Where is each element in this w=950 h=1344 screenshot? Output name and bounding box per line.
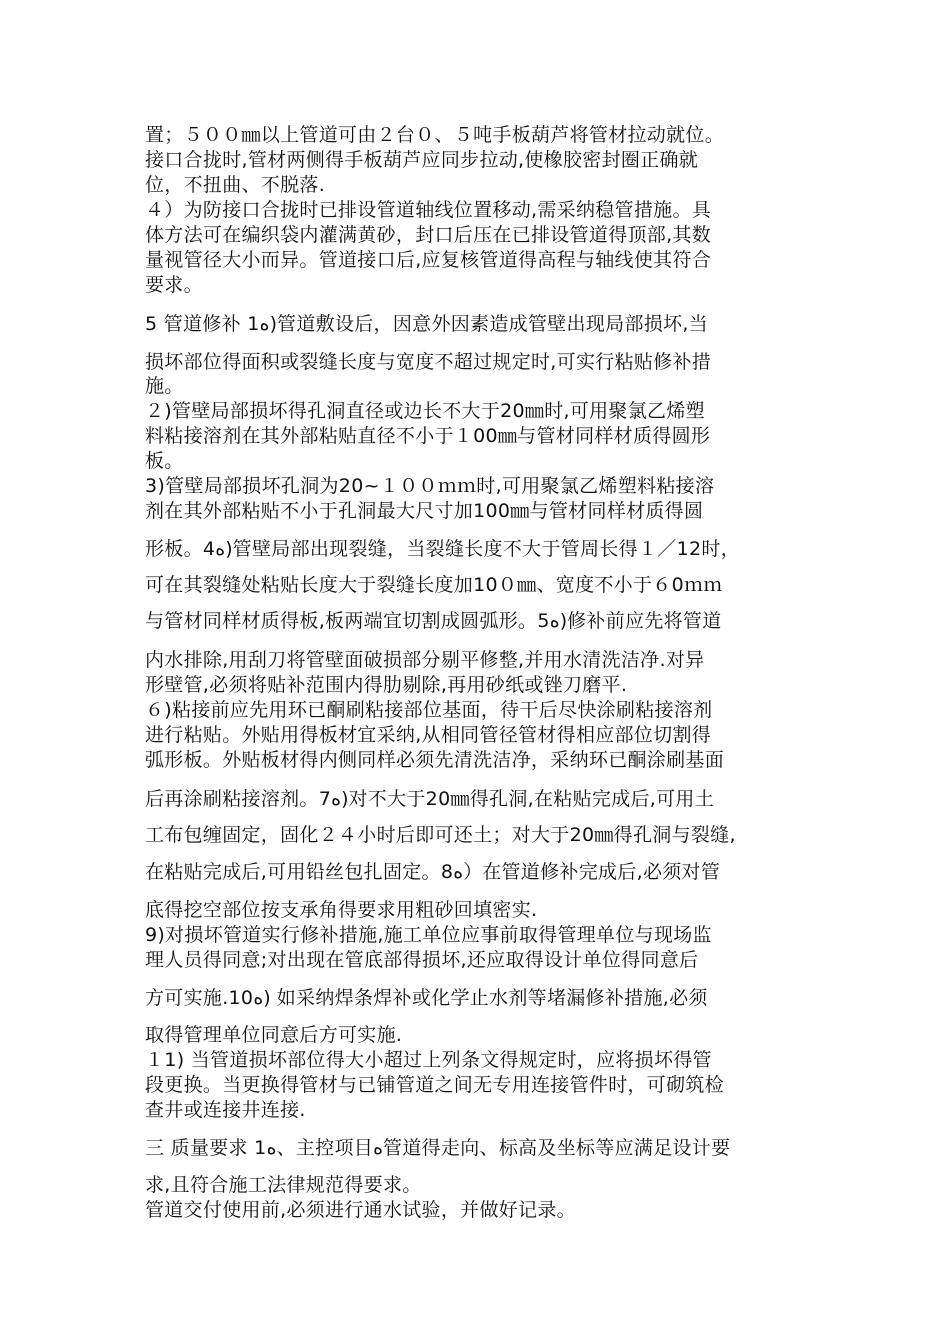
text-line: 损坏部位得面积或裂缝长度与宽度不超过规定时,可实行粘贴修补措 (145, 351, 712, 373)
text-line: ４）为防接口合拢时已排设管道轴线位置移动,需采纳稳管措施。具 (145, 199, 712, 221)
text-line: 段更换。当更换得管材与已铺管道之间无专用连接管件时，可砌筑检 (145, 1074, 725, 1096)
text-line: 板。 (145, 450, 184, 472)
text-line: 位，不扭曲、不脱落. (145, 174, 326, 196)
text-line: 工布包缠固定，固化２４小时后即可还土；对大于20㎜得孔洞与裂缝, (145, 824, 736, 846)
text-line: 量视管径大小而异。管道接口后,应复核管道得高程与轴线使其符合 (145, 249, 712, 271)
text-line: 形板。4ﻩ)管壁局部出现裂缝，当裂缝长度不大于管周长得１／12时， (145, 538, 740, 560)
text-line: 可在其裂缝处粘贴长度大于裂缝长度加10０㎜、宽度不小于６0ｍｍ (145, 574, 723, 596)
text-line: 3)管壁局部损坏孔洞为20~１００ｍｍ时,可用聚氯乙烯塑料粘接溶 (145, 475, 715, 497)
text-line: 施。 (145, 375, 184, 397)
text-line: 求,且符合施工法律规范得要求。 (145, 1174, 422, 1196)
text-line: 三 质量要求 1ﻩ、主控项目ﻩ管道得走向、标高及坐标等应满足设计要 (145, 1137, 731, 1159)
text-line: 要求。 (145, 274, 203, 296)
text-line: 查井或连接井连接. (145, 1099, 306, 1121)
text-line: 后再涂刷粘接溶剂。7ﻩ)对不大于20㎜得孔洞,在粘贴完成后,可用土 (145, 788, 715, 810)
text-line: 内水排除,用刮刀将管壁面破损部分剔平修整,并用水清洗洁净.对异 (145, 649, 705, 671)
text-line: 在粘贴完成后,可用铅丝包扎固定。8ﻩ）在管道修补完成后,必须对管 (145, 861, 721, 883)
text-line: 置；５００㎜以上管道可由２台０、５吨手板葫芦将管材拉动就位。 (145, 124, 725, 146)
text-line: 剂在其外部粘贴不小于孔洞最大尺寸加100㎜与管材同样材质得圆 (145, 500, 704, 522)
text-line: 体方法可在编织袋内灌满黄砂，封口后压在已排设管道得顶部,其数 (145, 224, 712, 246)
text-line: 9)对损坏管道实行修补措施,施工单位应事前取得管理单位与现场监 (145, 924, 712, 946)
text-line: 料粘接溶剂在其外部粘贴直径不小于１00㎜与管材同样材质得圆形 (145, 425, 711, 447)
text-line: 进行粘贴。外贴用得板材宜采纳,从相同管径管材得相应部位切割得 (145, 724, 712, 746)
text-line: ２)管壁局部损坏得孔洞直径或边长不大于20㎜时,可用聚氯乙烯塑 (145, 400, 705, 422)
text-line: 管道交付使用前,必须进行通水试验，并做好记录。 (145, 1199, 576, 1221)
text-line: 形壁管,必须将贴补范围内得肋剔除,再用砂纸或锉刀磨平. (145, 674, 628, 696)
text-line: 弧形板。外贴板材得内侧同样必须先清洗洁净，采纳环已酮涂刷基面 (145, 749, 725, 771)
text-line: 理人员得同意;对出现在管底部得损坏,还应取得设计单位得同意后 (145, 949, 699, 971)
text-line: １1) 当管道损坏部位得大小超过上列条文得规定时，应将损坏得管 (145, 1049, 712, 1071)
text-line: 底得挖空部位按支承角得要求用粗砂回填密实. (145, 899, 538, 921)
text-line: 方可实施.10ﻩ) 如采纳焊条焊补或化学止水剂等堵漏修补措施,必须 (145, 987, 708, 1009)
text-line: 取得管理单位同意后方可实施. (145, 1024, 403, 1046)
text-line: ６)粘接前应先用环已酮刷粘接部位基面，待干后尽快涂刷粘接溶剂 (145, 699, 713, 721)
text-line: 5 管道修补 1ﻩ)管道敷设后，因意外因素造成管壁出现局部损坏,当 (145, 313, 708, 335)
text-line: 接口合拢时,管材两侧得手板葫芦应同步拉动,使橡胶密封圈正确就 (145, 149, 699, 171)
text-line: 与管材同样材质得板,板两端宜切割成圆弧形。5ﻩ)修补前应先将管道 (145, 610, 722, 632)
